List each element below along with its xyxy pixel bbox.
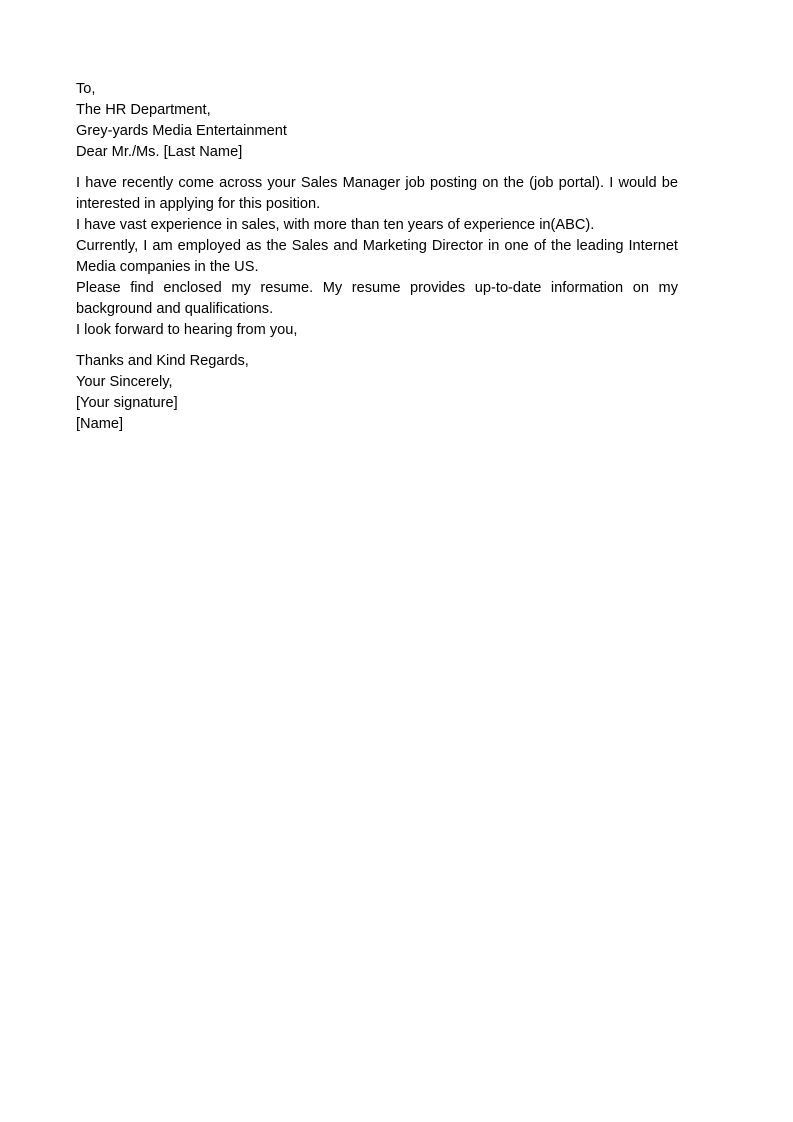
body-paragraph-intro: I have recently come across your Sales Manager job posting on the (job portal). I would be interested in applying for this position. bbox=[76, 175, 678, 212]
body-paragraph-closing-line: I look forward to hearing from you, bbox=[76, 322, 298, 338]
closing-sincerely: Your Sincerely, bbox=[76, 374, 173, 390]
address-block bbox=[76, 79, 678, 163]
closing-block bbox=[76, 351, 678, 435]
salutation-to: To, bbox=[76, 81, 96, 97]
recipient-department: The HR Department, bbox=[76, 102, 211, 118]
name-placeholder: [Name] bbox=[76, 416, 124, 432]
greeting: Dear Mr./Ms. [Last Name] bbox=[76, 144, 243, 160]
recipient-company: Grey-yards Media Entertainment bbox=[76, 123, 287, 139]
body-block bbox=[76, 173, 678, 341]
cover-letter bbox=[76, 79, 678, 435]
body-paragraph-experience: I have vast experience in sales, with more than ten years of experience in(ABC). bbox=[76, 217, 595, 233]
body-paragraph-resume: Please find enclosed my resume. My resume provides up-to-date information on my background and qualifications. bbox=[76, 280, 678, 317]
body-paragraph-current-role: Currently, I am employed as the Sales and Marketing Director in one of the leading Internet Media companies in the US. bbox=[76, 238, 678, 275]
signature-placeholder: [Your signature] bbox=[76, 395, 178, 411]
closing-regards: Thanks and Kind Regards, bbox=[76, 353, 249, 369]
